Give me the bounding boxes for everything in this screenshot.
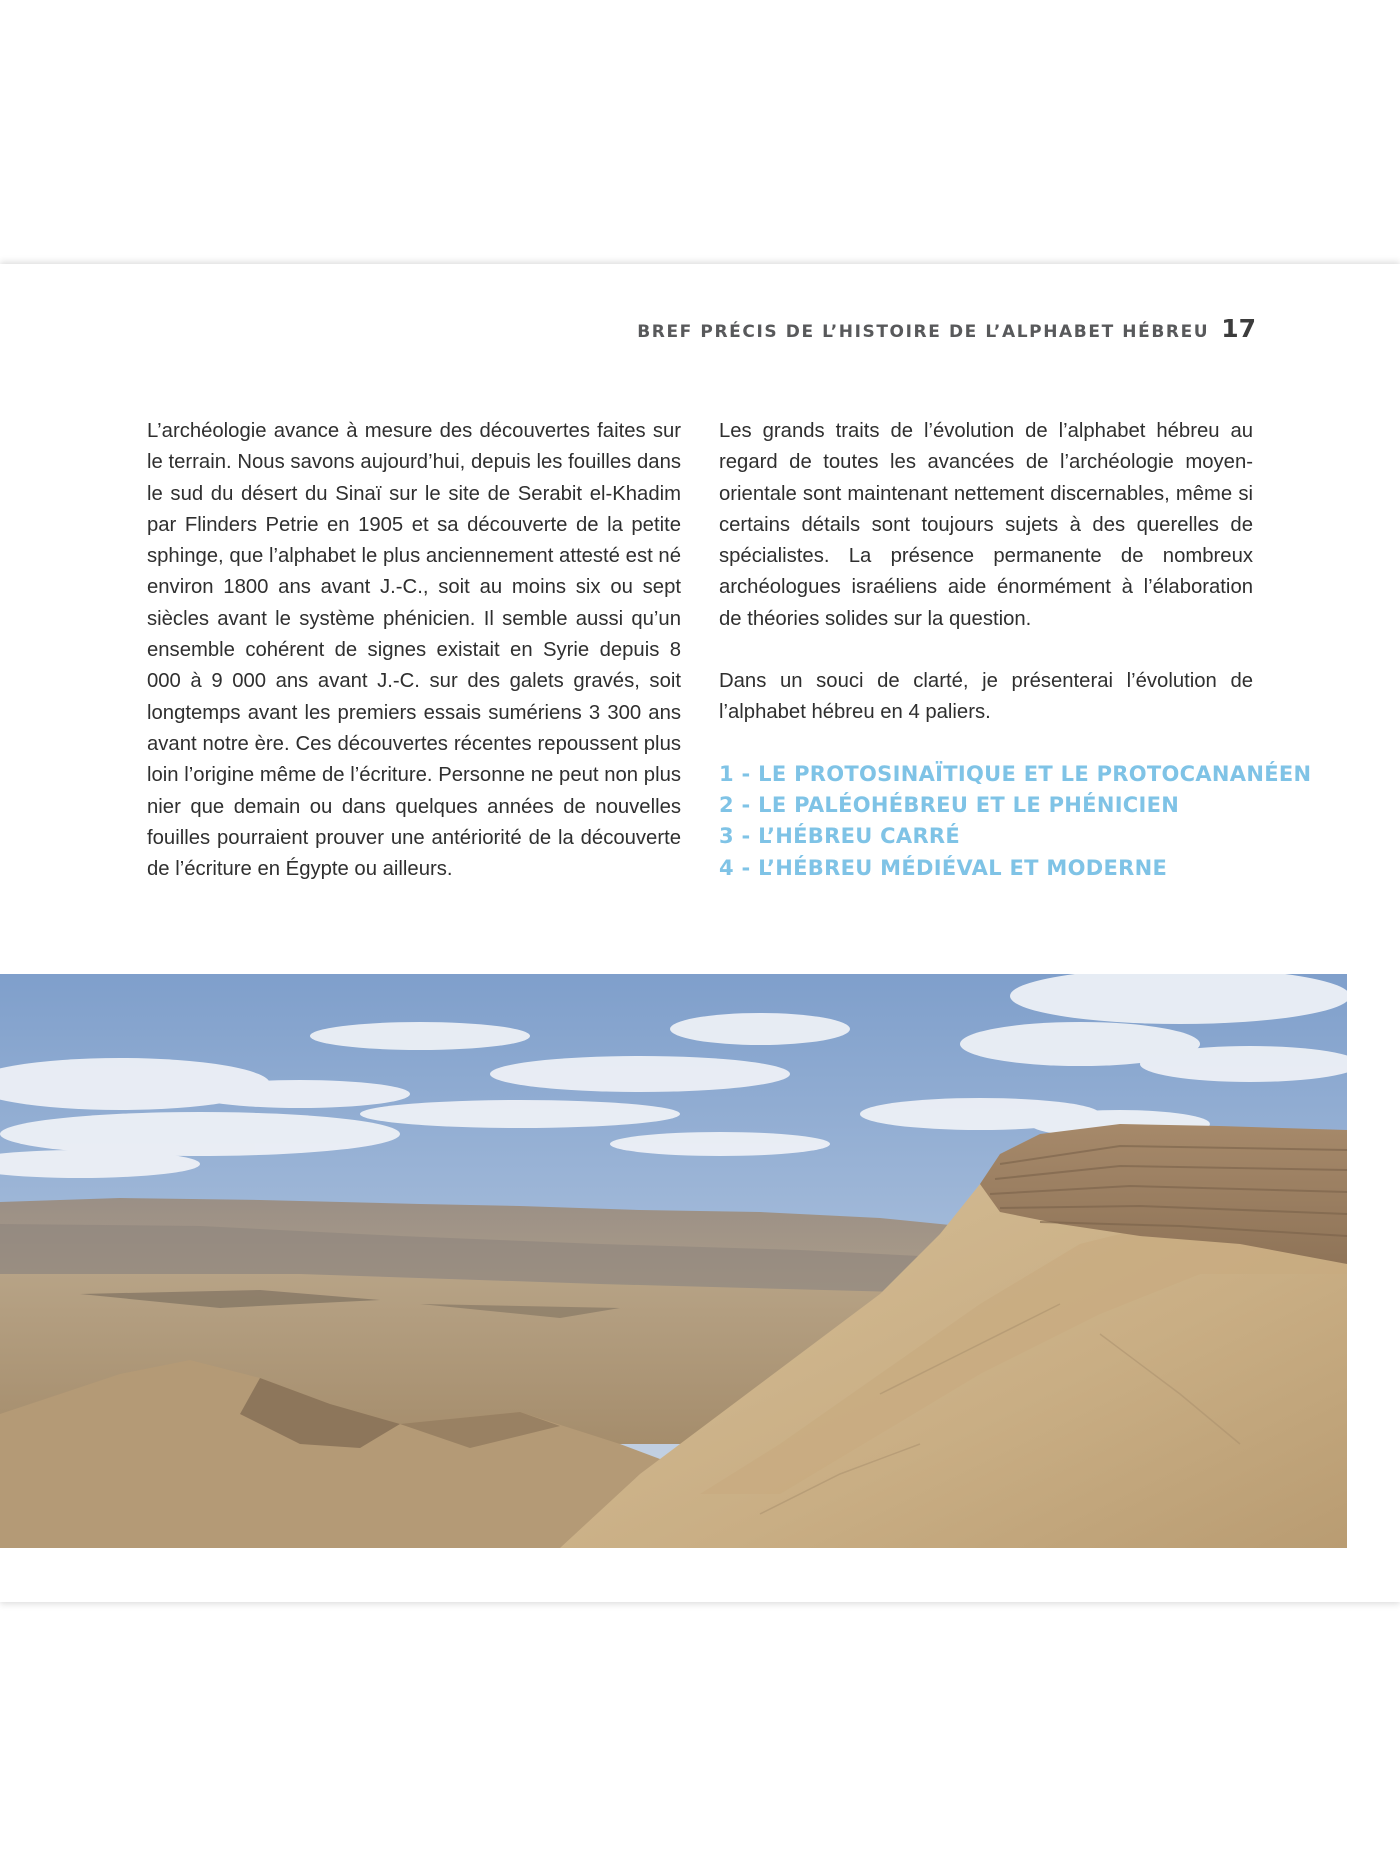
running-title: BREF PRÉCIS DE L’HISTOIRE DE L’ALPHABET HÉBREU [637, 322, 1210, 342]
right-paragraph-2: Dans un souci de clarté, je présenterai l’évolution de l’alphabet hébreu en 4 paliers. [719, 670, 1253, 724]
running-head [637, 314, 1256, 343]
book-page [0, 264, 1400, 1602]
right-column [719, 416, 1312, 884]
stage-item-3: 3 - L’HÉBREU CARRÉ [719, 824, 961, 849]
page-number: 17 [1221, 314, 1256, 343]
stage-list [719, 759, 1312, 884]
stage-item-4: 4 - L’HÉBREU MÉDIÉVAL ET MODERNE [719, 855, 1168, 880]
stage-item-1: 1 - LE PROTOSINAÏTIQUE ET LE PROTOCANANÉEN [719, 761, 1312, 786]
left-column [147, 416, 681, 885]
stage-item-2: 2 - LE PALÉOHÉBREU ET LE PHÉNICIEN [719, 792, 1180, 817]
left-paragraph: L’archéologie avance à mesure des découvertes faites sur le terrain. Nous savons aujourd’hui, depuis les fouilles dans le sud du désert du Sinaï sur le site de Serabit el-Khadim par Flinders Petrie en 1905 et sa découverte de la petite sphinge, que l’alphabet le plus anciennement attesté est né environ 1800 ans avant J.-C., soit au moins six ou sept siècles avant le système phénicien. Il semble aussi qu’un ensemble cohérent de signes existait en Syrie depuis 8 000 à 9 000 ans avant J.-C. sur des galets gravés, soit longtemps avant les premiers essais sumériens 3 300 ans avant notre ère. Ces découvertes récentes repoussent plus loin l’origine même de l’écriture. Personne ne peut non plus nier que demain ou dans quelques années de nouvelles fouilles pourraient prouver une antériorité de la découverte de l’écriture en Égypte ou ailleurs. [147, 420, 681, 881]
right-paragraph-1: Les grands traits de l’évolution de l’alphabet hébreu au regard de toutes les avancées de l’archéologie moyen-orientale sont maintenant nettement discernables, même si certains détails sont toujours sujets à des querelles de spécialistes. La présence permanente de nombreux archéologues israéliens aide énormément à l’élaboration de théories solides sur la question. [719, 420, 1253, 630]
desert-landscape-photo [0, 974, 1347, 1548]
